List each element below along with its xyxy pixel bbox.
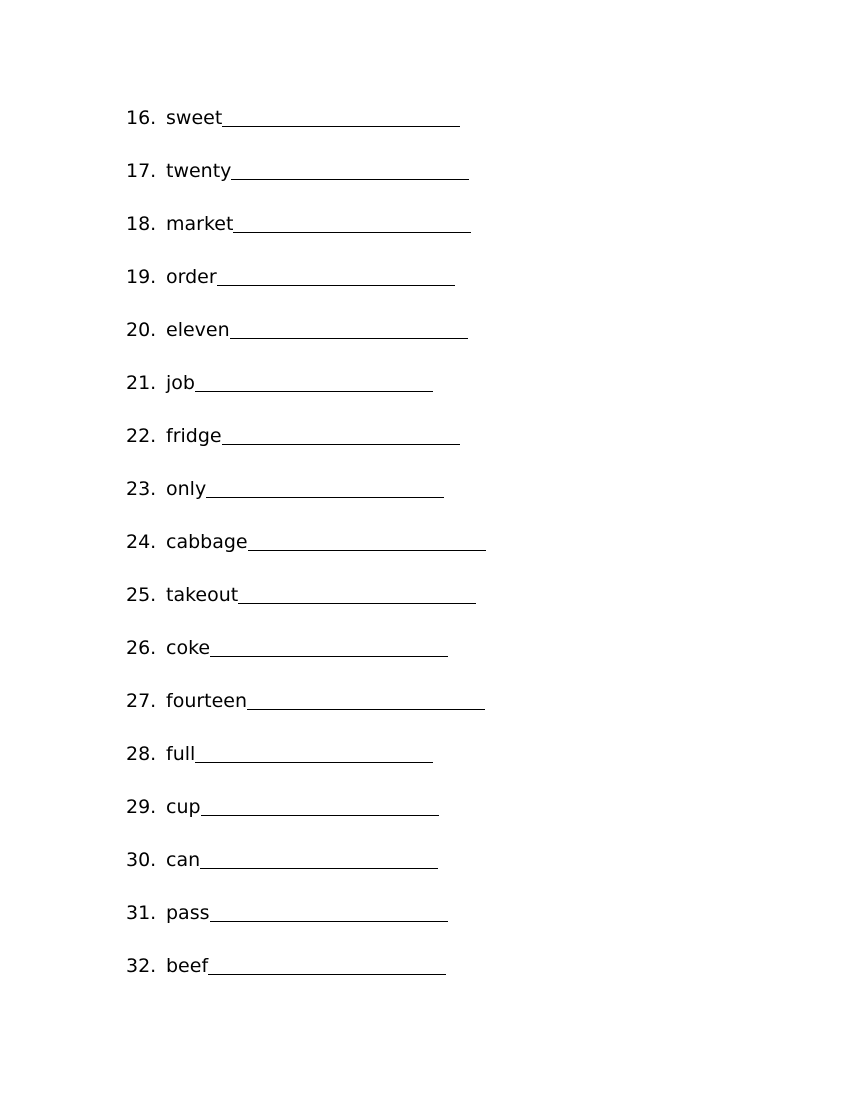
item-number: 20. bbox=[126, 319, 157, 341]
list-item bbox=[126, 740, 486, 793]
item-number: 24. bbox=[126, 531, 157, 553]
item-word: only bbox=[166, 478, 207, 500]
item-number: 18. bbox=[126, 213, 157, 235]
answer-blank[interactable] bbox=[248, 528, 486, 551]
list-item bbox=[126, 104, 486, 157]
list-item bbox=[126, 475, 486, 528]
item-word: pass bbox=[166, 902, 210, 924]
answer-blank[interactable] bbox=[210, 634, 448, 657]
answer-blank[interactable] bbox=[222, 104, 460, 127]
list-item bbox=[126, 793, 486, 846]
item-word: order bbox=[166, 266, 217, 288]
item-word: twenty bbox=[166, 160, 232, 182]
item-number: 19. bbox=[126, 266, 157, 288]
item-number: 16. bbox=[126, 107, 157, 129]
list-item bbox=[126, 157, 486, 210]
list-item bbox=[126, 316, 486, 369]
answer-blank[interactable] bbox=[222, 422, 460, 445]
item-word: market bbox=[166, 213, 234, 235]
list-item bbox=[126, 369, 486, 422]
item-word: full bbox=[166, 743, 196, 765]
item-number: 23. bbox=[126, 478, 157, 500]
item-number: 31. bbox=[126, 902, 157, 924]
answer-blank[interactable] bbox=[230, 316, 468, 339]
list-item bbox=[126, 899, 486, 952]
item-word: beef bbox=[166, 955, 209, 977]
item-number: 21. bbox=[126, 372, 157, 394]
item-word: job bbox=[166, 372, 195, 394]
answer-blank[interactable] bbox=[195, 369, 433, 392]
list-item bbox=[126, 952, 486, 1005]
list-item bbox=[126, 210, 486, 263]
answer-blank[interactable] bbox=[238, 581, 476, 604]
list-item bbox=[126, 528, 486, 581]
list-item bbox=[126, 846, 486, 899]
list-item bbox=[126, 422, 486, 475]
answer-blank[interactable] bbox=[210, 899, 448, 922]
list-item bbox=[126, 581, 486, 634]
item-word: cup bbox=[166, 796, 201, 818]
list-item bbox=[126, 263, 486, 316]
item-word: sweet bbox=[166, 107, 223, 129]
item-word: takeout bbox=[166, 584, 239, 606]
answer-blank[interactable] bbox=[217, 263, 455, 286]
answer-blank[interactable] bbox=[231, 157, 469, 180]
item-word: coke bbox=[166, 637, 211, 659]
item-word: fridge bbox=[166, 425, 222, 447]
item-number: 28. bbox=[126, 743, 157, 765]
item-word: eleven bbox=[166, 319, 230, 341]
item-number: 30. bbox=[126, 849, 157, 871]
answer-blank[interactable] bbox=[200, 846, 438, 869]
item-number: 27. bbox=[126, 690, 157, 712]
item-word: fourteen bbox=[166, 690, 248, 712]
answer-blank[interactable] bbox=[201, 793, 439, 816]
item-number: 22. bbox=[126, 425, 157, 447]
list-item bbox=[126, 687, 486, 740]
answer-blank[interactable] bbox=[206, 475, 444, 498]
item-number: 29. bbox=[126, 796, 157, 818]
item-number: 32. bbox=[126, 955, 157, 977]
answer-blank[interactable] bbox=[195, 740, 433, 763]
answer-blank[interactable] bbox=[208, 952, 446, 975]
list-item bbox=[126, 634, 486, 687]
item-number: 17. bbox=[126, 160, 157, 182]
answer-blank[interactable] bbox=[233, 210, 471, 233]
item-word: cabbage bbox=[166, 531, 248, 553]
item-number: 26. bbox=[126, 637, 157, 659]
item-number: 25. bbox=[126, 584, 157, 606]
answer-blank[interactable] bbox=[247, 687, 485, 710]
vocabulary-list bbox=[126, 104, 486, 1005]
item-word: can bbox=[166, 849, 201, 871]
